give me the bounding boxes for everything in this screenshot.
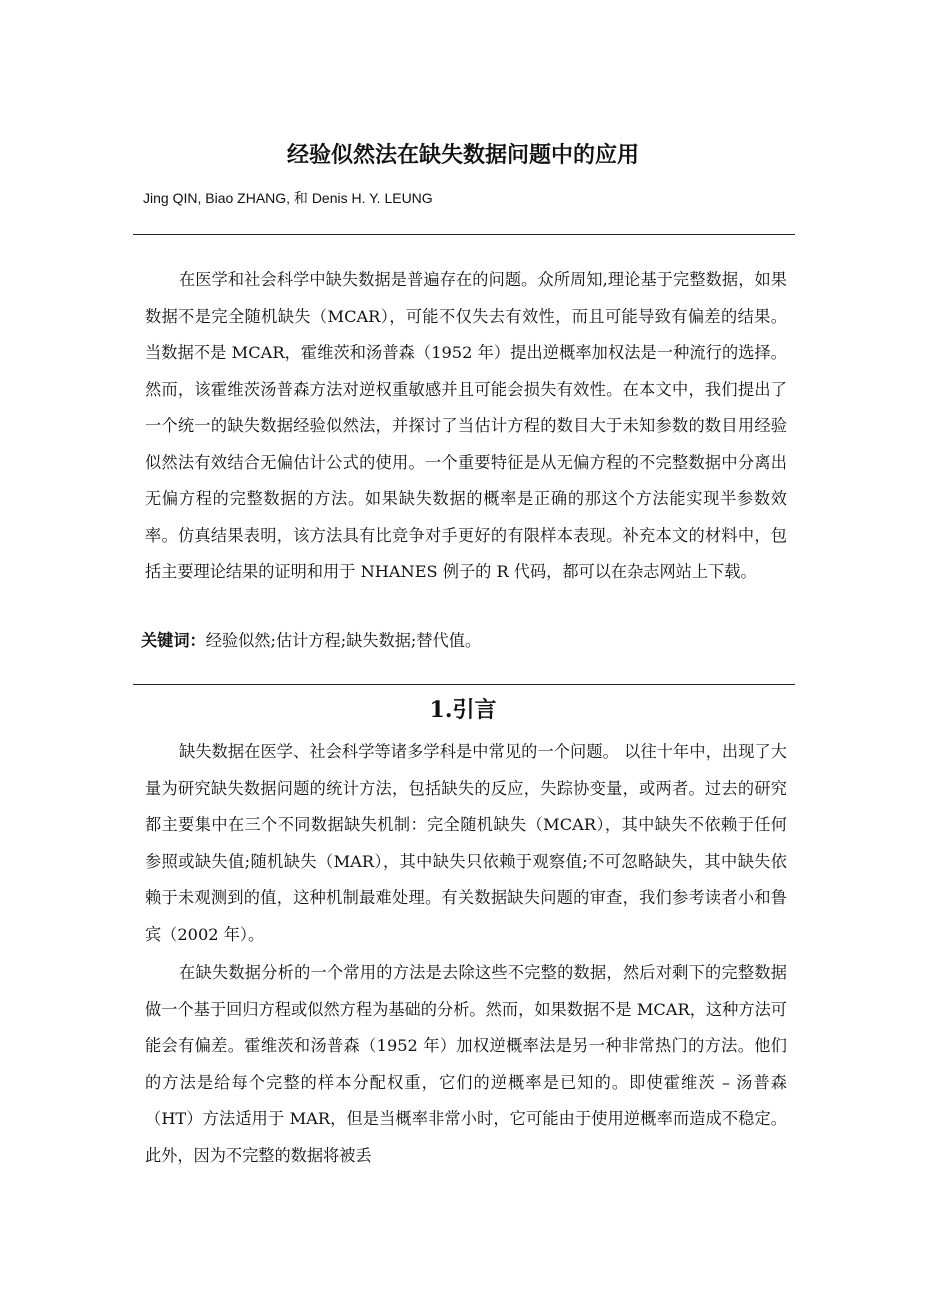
paper-title: 经验似然法在缺失数据问题中的应用 bbox=[286, 143, 639, 168]
keywords-line bbox=[141, 625, 481, 657]
keywords-label: 关键词： bbox=[141, 631, 206, 650]
author-list: Jing QIN, Biao ZHANG, 和 Denis H. Y. LEUNG bbox=[143, 190, 433, 206]
section-divider bbox=[133, 684, 795, 685]
abstract-paragraph: 在医学和社会科学中缺失数据是普遍存在的问题。众所周知,理论基于完整数据，如果数据不是完全随机缺失（MCAR），可能不仅失去有效性，而且可能导致有偏差的结果。当数据不是 MCAR，霍维茨和汤普森（1952 年）提出逆概率加权法是一种流行的选择。然而，该霍维茨汤普森方法对逆权重敏感并且可能会损失有效性。在本文中，我们提出了一个统一的缺失数据经验似然法，并探讨了当估计方程的数目大于未知参数的数目用经验似然法有效结合无偏估计公式的使用。一个重要特征是从无偏方程的不完整数据中分离出无偏方程的完整数据的方法。如果缺失数据的概率是正确的那这个方法能实现半参数效率。仿真结果表明，该方法具有比竞争对手更好的有限样本表现。补充本文的材料中，包括主要理论结果的证明和用于 NHANES 例子的 R 代码，都可以在杂志网站上下载。 bbox=[145, 270, 787, 581]
top-divider bbox=[133, 234, 795, 235]
body-paragraph: 在缺失数据分析的一个常用的方法是去除这些不完整的数据，然后对剩下的完整数据做一个基于回归方程或似然方程为基础的分析。然而，如果数据不是 MCAR，这种方法可能会有偏差。霍维茨和汤普森（1952 年）加权逆概率法是另一种非常热门的方法。他们的方法是给每个完整的样本分配权重，它们的逆概率是已知的。即使霍维茨 – 汤普森（HT）方法适用于 MAR，但是当概率非常小时，它可能由于使用逆概率而造成不稳定。此外，因为不完整的数据将被丢 bbox=[145, 963, 787, 1165]
section-heading-introduction: 1.引言 bbox=[429, 697, 497, 723]
body-paragraph: 缺失数据在医学、社会科学等诸多学科是中常见的一个问题。 以往十年中，出现了大量为研究缺失数据问题的统计方法，包括缺失的反应，失踪协变量，或两者。过去的研究都主要集中在三个不同数据缺失机制：完全随机缺失（MCAR），其中缺失不依赖于任何参照或缺失值;随机缺失（MAR），其中缺失只依赖于观察值;不可忽略缺失，其中缺失依赖于未观测到的值，这种机制最难处理。有关数据缺失问题的审查，我们参考读者小和鲁宾（2002 年）。 bbox=[145, 742, 787, 944]
keywords-text: 经验似然;估计方程;缺失数据;替代值。 bbox=[205, 631, 482, 650]
